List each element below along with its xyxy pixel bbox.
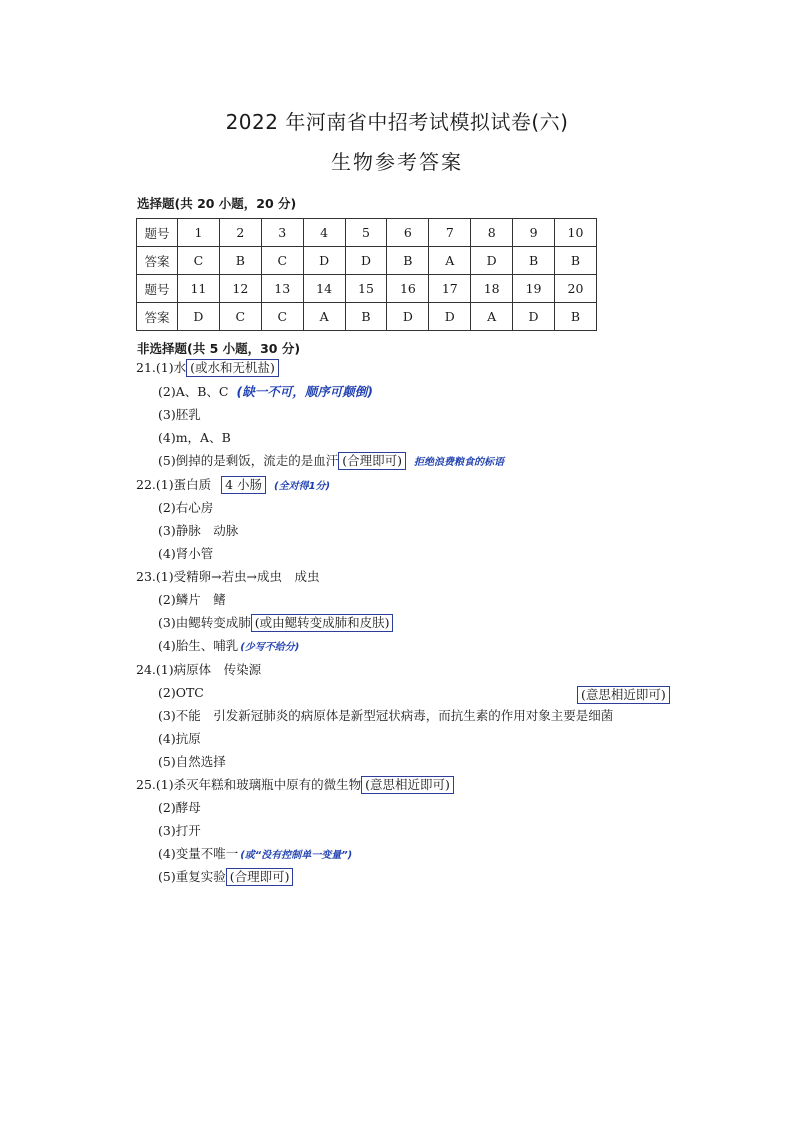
table-cell: D (513, 303, 555, 331)
table-cell: D (178, 303, 220, 331)
q22-1-boxed-note: 4 小肠 (221, 476, 266, 494)
q24-line-2: (2)OTC (158, 685, 204, 700)
table-row (137, 219, 597, 247)
table-cell: 17 (429, 275, 471, 303)
q24-line-1: 24.(1)病原体 传染源 (136, 662, 262, 677)
table-cell: 3 (261, 219, 303, 247)
q21-line-5 (158, 452, 504, 472)
table-cell: 13 (261, 275, 303, 303)
table-cell: 15 (345, 275, 387, 303)
q21-1-text: 21.(1)水 (136, 360, 187, 375)
table-cell: C (178, 247, 220, 275)
table-row (137, 247, 597, 275)
table-cell: D (303, 247, 345, 275)
table-cell: 16 (387, 275, 429, 303)
page-subtitle: 生物参考答案 (331, 150, 463, 174)
table-cell: 20 (555, 275, 597, 303)
page-title: 2022 年河南省中招考试模拟试卷(六) (225, 110, 569, 134)
table-cell: D (387, 303, 429, 331)
q25-line-1 (136, 776, 454, 794)
q25-line-2: (2)酵母 (158, 800, 201, 815)
q22-line-1 (136, 476, 330, 496)
q25-line-5 (158, 868, 293, 886)
table-cell: 6 (387, 219, 429, 247)
table-cell: C (261, 247, 303, 275)
q22-1-text: 22.(1)蛋白质 (136, 477, 212, 492)
table-row-header: 题号 (137, 275, 178, 303)
q22-1-handwritten-note: (全对得1分) (274, 481, 331, 492)
q23-line-4 (158, 637, 299, 657)
q23-line-1: 23.(1)受精卵→若虫→成虫 成虫 (136, 569, 320, 584)
q24-line-3: (3)不能 引发新冠肺炎的病原体是新型冠状病毒，而抗生素的作用对象主要是细菌 (158, 708, 614, 723)
q23-4-text: (4)胎生、哺乳 (158, 638, 239, 653)
table-cell: B (387, 247, 429, 275)
q25-5-boxed-note: (合理即可) (226, 868, 294, 886)
table-cell: C (219, 303, 261, 331)
table-cell: 7 (429, 219, 471, 247)
table-cell: B (555, 303, 597, 331)
q25-4-handwritten-note: (或“没有控制单一变量”) (240, 850, 353, 861)
table-row-header: 题号 (137, 219, 178, 247)
section-heading-choice: 选择题(共 20 小题，20 分) (137, 196, 297, 211)
table-cell: A (429, 247, 471, 275)
table-cell: D (471, 247, 513, 275)
q23-3-text: (3)由鳃转变成肺 (158, 615, 251, 630)
table-cell: B (345, 303, 387, 331)
table-cell: 1 (178, 219, 220, 247)
q21-5-text: (5)倒掉的是剩饭，流走的是血汗 (158, 453, 339, 468)
table-cell: B (555, 247, 597, 275)
table-row (137, 275, 597, 303)
q22-line-3: (3)静脉 动脉 (158, 523, 239, 538)
q21-5-handwritten-note: 拒绝浪费粮食的标语 (413, 457, 504, 468)
table-cell: C (261, 303, 303, 331)
table-cell: 19 (513, 275, 555, 303)
table-cell: B (513, 247, 555, 275)
q21-2-text: (2)A、B、C (158, 384, 229, 399)
table-cell: 2 (219, 219, 261, 247)
q22-line-4: (4)肾小管 (158, 546, 214, 561)
q21-line-2 (158, 383, 373, 401)
table-cell: D (429, 303, 471, 331)
table-row (137, 303, 597, 331)
section-heading-nonchoice: 非选择题(共 5 小题，30 分) (137, 341, 301, 356)
table-cell: 10 (555, 219, 597, 247)
q21-5-boxed-note: (合理即可) (338, 452, 406, 470)
table-cell: A (471, 303, 513, 331)
q21-line-1 (136, 359, 279, 377)
q25-1-text: 25.(1)杀灭年糕和玻璃瓶中原有的微生物 (136, 777, 362, 792)
q24-2-boxed-note: (意思相近即可) (577, 686, 670, 704)
q25-line-4 (158, 845, 352, 865)
table-cell: 12 (219, 275, 261, 303)
q21-2-handwritten-note: (缺一不可，顺序可颠倒) (236, 384, 373, 399)
table-cell: 14 (303, 275, 345, 303)
table-cell: A (303, 303, 345, 331)
q25-4-text: (4)变量不唯一 (158, 846, 239, 861)
table-cell: D (345, 247, 387, 275)
q21-line-3: (3)胚乳 (158, 407, 201, 422)
q23-line-3 (158, 614, 393, 632)
table-cell: 11 (178, 275, 220, 303)
answer-table (136, 218, 597, 331)
q22-line-2: (2)右心房 (158, 500, 214, 515)
q25-line-3: (3)打开 (158, 823, 201, 838)
table-cell: 8 (471, 219, 513, 247)
table-cell: 4 (303, 219, 345, 247)
q21-1-boxed-note: (或水和无机盐) (186, 359, 279, 377)
q23-line-2: (2)鳞片 鳍 (158, 592, 226, 607)
q21-line-4: (4)m，A、B (158, 430, 231, 445)
table-cell: B (219, 247, 261, 275)
table-cell: 9 (513, 219, 555, 247)
q25-5-text: (5)重复实验 (158, 869, 226, 884)
q24-line-4: (4)抗原 (158, 731, 201, 746)
q25-1-boxed-note: (意思相近即可) (361, 776, 454, 794)
table-row-header: 答案 (137, 247, 178, 275)
table-row-header: 答案 (137, 303, 178, 331)
table-cell: 18 (471, 275, 513, 303)
table-cell: 5 (345, 219, 387, 247)
q23-4-handwritten-note: (少写不给分) (240, 642, 300, 653)
q23-3-boxed-note: (或由鳃转变成肺和皮肤) (251, 614, 394, 632)
q24-line-5: (5)自然选择 (158, 754, 226, 769)
